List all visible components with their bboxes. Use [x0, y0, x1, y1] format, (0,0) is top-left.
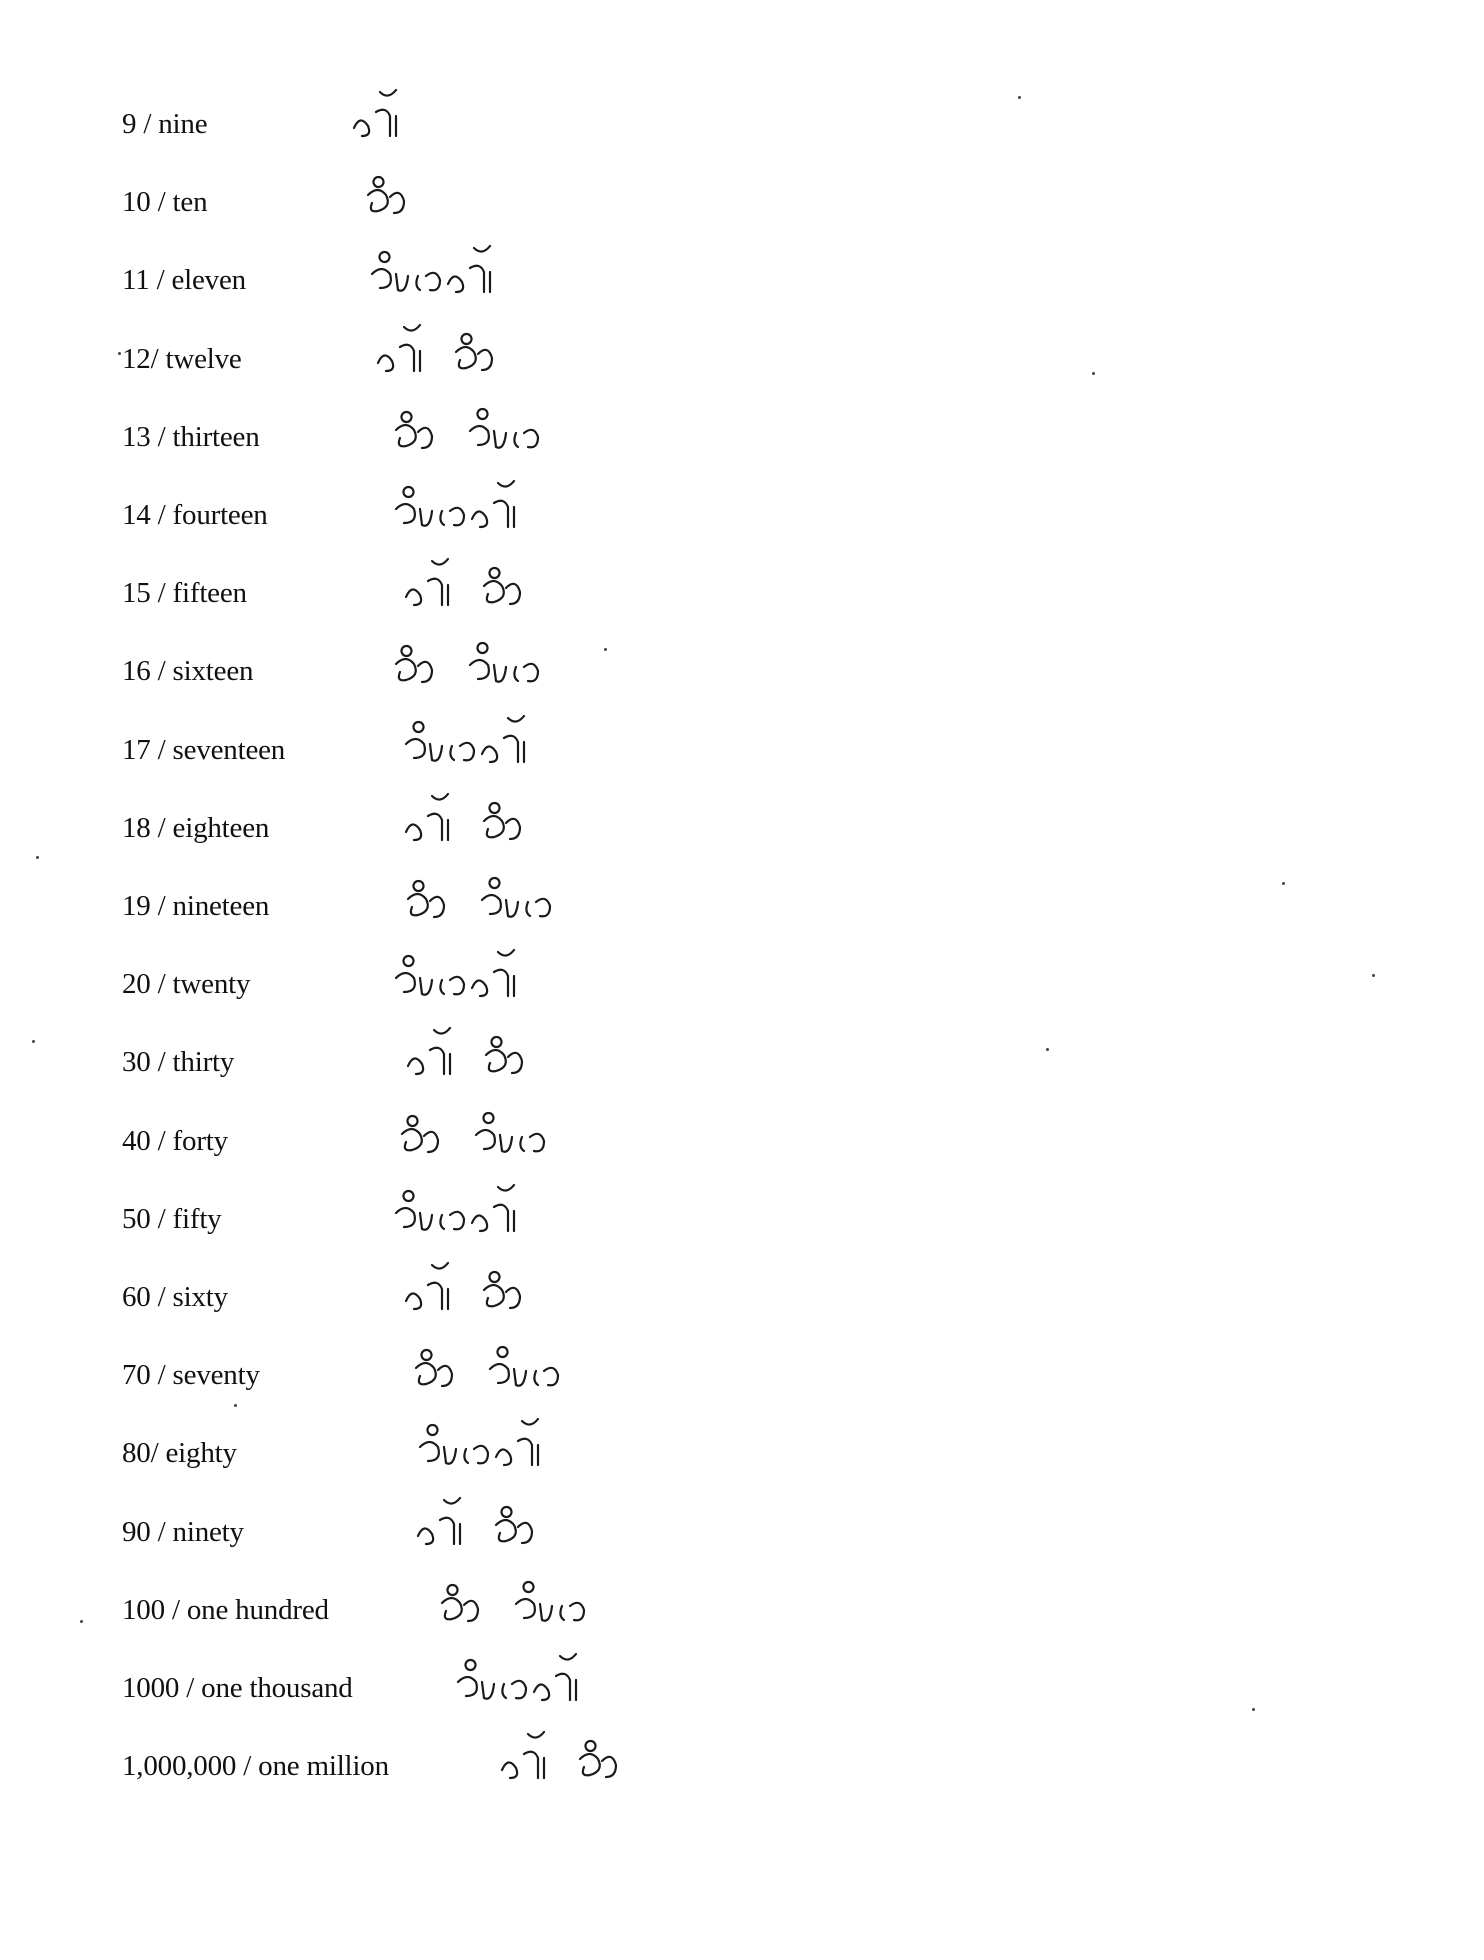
number-entry: [0, 94, 1484, 154]
number-label: 1000 / one thousand: [122, 1672, 353, 1704]
handwriting-stroke: [402, 1116, 438, 1152]
scan-speck: [32, 1040, 35, 1043]
number-label: 40 / forty: [122, 1125, 228, 1157]
number-label: 90 / ninety: [122, 1516, 244, 1548]
number-label: 1,000,000 / one million: [122, 1750, 389, 1782]
handwritten-lao-word: [400, 545, 566, 625]
handwriting-stroke: [408, 881, 444, 917]
number-label: 70 / seventy: [122, 1359, 260, 1391]
handwriting-stroke: [396, 1191, 464, 1230]
number-entry: [0, 1189, 1484, 1249]
handwriting-stroke: [396, 412, 432, 448]
handwritten-lao-word: [372, 311, 538, 391]
number-label: 15 / fifteen: [122, 577, 247, 609]
number-label: 60 / sixty: [122, 1281, 228, 1313]
number-label: 9 / nine: [122, 108, 208, 140]
handwriting-stroke: [496, 1419, 538, 1465]
handwriting-stroke: [368, 177, 404, 213]
handwritten-lao-word: [366, 232, 532, 312]
handwritten-lao-word: [408, 1327, 574, 1407]
number-entry: [0, 1658, 1484, 1718]
number-label: 11 / eleven: [122, 264, 246, 296]
handwriting-stroke: [456, 334, 492, 370]
scan-speck: [604, 648, 607, 651]
scan-speck: [80, 1620, 83, 1623]
scan-speck: [234, 1404, 237, 1407]
number-label: 30 / thirty: [122, 1046, 235, 1078]
handwriting-stroke: [420, 1425, 488, 1464]
number-label: 16 / sixteen: [122, 655, 254, 687]
handwriting-stroke: [416, 1350, 452, 1386]
handwriting-stroke: [442, 1585, 478, 1621]
number-label: 17 / seventeen: [122, 734, 286, 766]
scan-speck: [1092, 372, 1095, 375]
handwriting-stroke: [496, 1507, 532, 1543]
handwriting-stroke: [406, 794, 448, 840]
number-entry: [0, 798, 1484, 858]
number-entry: [0, 485, 1484, 545]
scan-speck: [36, 856, 39, 859]
handwritten-lao-word: [390, 1171, 556, 1251]
number-label: 20 / twenty: [122, 968, 251, 1000]
number-label: 12/ twelve: [122, 343, 242, 375]
number-entry: [0, 172, 1484, 232]
number-entry: [0, 641, 1484, 701]
handwritten-lao-word: [412, 1484, 578, 1564]
scan-speck: [1252, 1708, 1255, 1711]
scan-speck: [1372, 974, 1375, 977]
handwriting-stroke: [486, 1037, 522, 1073]
handwriting-stroke: [502, 1732, 544, 1778]
handwritten-lao-word: [452, 1640, 618, 1720]
handwriting-stroke: [406, 559, 448, 605]
number-entry: [0, 407, 1484, 467]
handwritten-lao-word: [360, 154, 448, 234]
handwritten-lao-word: [400, 702, 566, 782]
handwritten-lao-word: [388, 623, 554, 703]
number-label: 13 / thirteen: [122, 421, 260, 453]
handwriting-stroke: [458, 1660, 526, 1699]
number-label: 14 / fourteen: [122, 499, 268, 531]
handwriting-stroke: [408, 1028, 450, 1074]
number-label: 100 / one hundred: [122, 1594, 329, 1626]
number-entry: [0, 954, 1484, 1014]
number-entry: [0, 1580, 1484, 1640]
number-entry: [0, 563, 1484, 623]
handwritten-lao-word: [394, 1093, 560, 1173]
number-label: 18 / eighteen: [122, 812, 270, 844]
number-label: 80/ eighty: [122, 1437, 237, 1469]
number-entry: [0, 250, 1484, 310]
handwriting-stroke: [484, 1272, 520, 1308]
handwriting-stroke: [472, 1185, 514, 1231]
handwriting-stroke: [378, 325, 420, 371]
scan-speck: [1046, 1048, 1049, 1051]
handwriting-stroke: [396, 646, 432, 682]
handwriting-stroke: [372, 252, 440, 291]
handwriting-stroke: [396, 956, 464, 995]
handwriting-stroke: [470, 409, 538, 448]
handwritten-lao-word: [402, 1014, 568, 1094]
handwritten-lao-word: [400, 1249, 566, 1329]
number-entry: [0, 1032, 1484, 1092]
number-label: 50 / fifty: [122, 1203, 222, 1235]
number-entry: [0, 1267, 1484, 1327]
handwriting-stroke: [354, 90, 396, 136]
handwriting-stroke: [580, 1741, 616, 1777]
handwritten-lao-word: [414, 1405, 580, 1485]
number-entry: [0, 1111, 1484, 1171]
handwriting-stroke: [484, 803, 520, 839]
number-entry: [0, 1736, 1484, 1796]
handwritten-lao-word: [390, 936, 556, 1016]
number-entry: [0, 1423, 1484, 1483]
handwritten-lao-word: [388, 389, 554, 469]
handwritten-lao-word: [390, 467, 556, 547]
handwriting-stroke: [490, 1347, 558, 1386]
number-entry: [0, 329, 1484, 389]
handwriting-stroke: [472, 950, 514, 996]
scan-speck: [1282, 882, 1285, 885]
handwriting-stroke: [484, 568, 520, 604]
handwriting-stroke: [476, 1113, 544, 1152]
handwriting-stroke: [482, 716, 524, 762]
handwriting-stroke: [534, 1654, 576, 1700]
scan-speck: [118, 352, 121, 355]
number-entry: [0, 1502, 1484, 1562]
number-entry: [0, 876, 1484, 936]
number-label: 19 / nineteen: [122, 890, 270, 922]
handwriting-stroke: [516, 1582, 584, 1621]
handwriting-stroke: [396, 487, 464, 526]
handwritten-lao-word: [400, 858, 566, 938]
handwriting-stroke: [448, 246, 490, 292]
handwriting-stroke: [406, 1263, 448, 1309]
handwritten-lao-word: [434, 1562, 600, 1642]
number-entry: [0, 720, 1484, 780]
handwriting-stroke: [472, 481, 514, 527]
handwriting-stroke: [418, 1498, 460, 1544]
handwritten-lao-word: [496, 1718, 662, 1798]
handwriting-stroke: [482, 878, 550, 917]
handwriting-stroke: [406, 722, 474, 761]
number-label: 10 / ten: [122, 186, 208, 218]
scan-speck: [1018, 96, 1021, 99]
number-entry: [0, 1345, 1484, 1405]
handwritten-lao-word: [400, 780, 566, 860]
handwriting-stroke: [470, 643, 538, 682]
handwritten-lao-word: [348, 76, 436, 156]
